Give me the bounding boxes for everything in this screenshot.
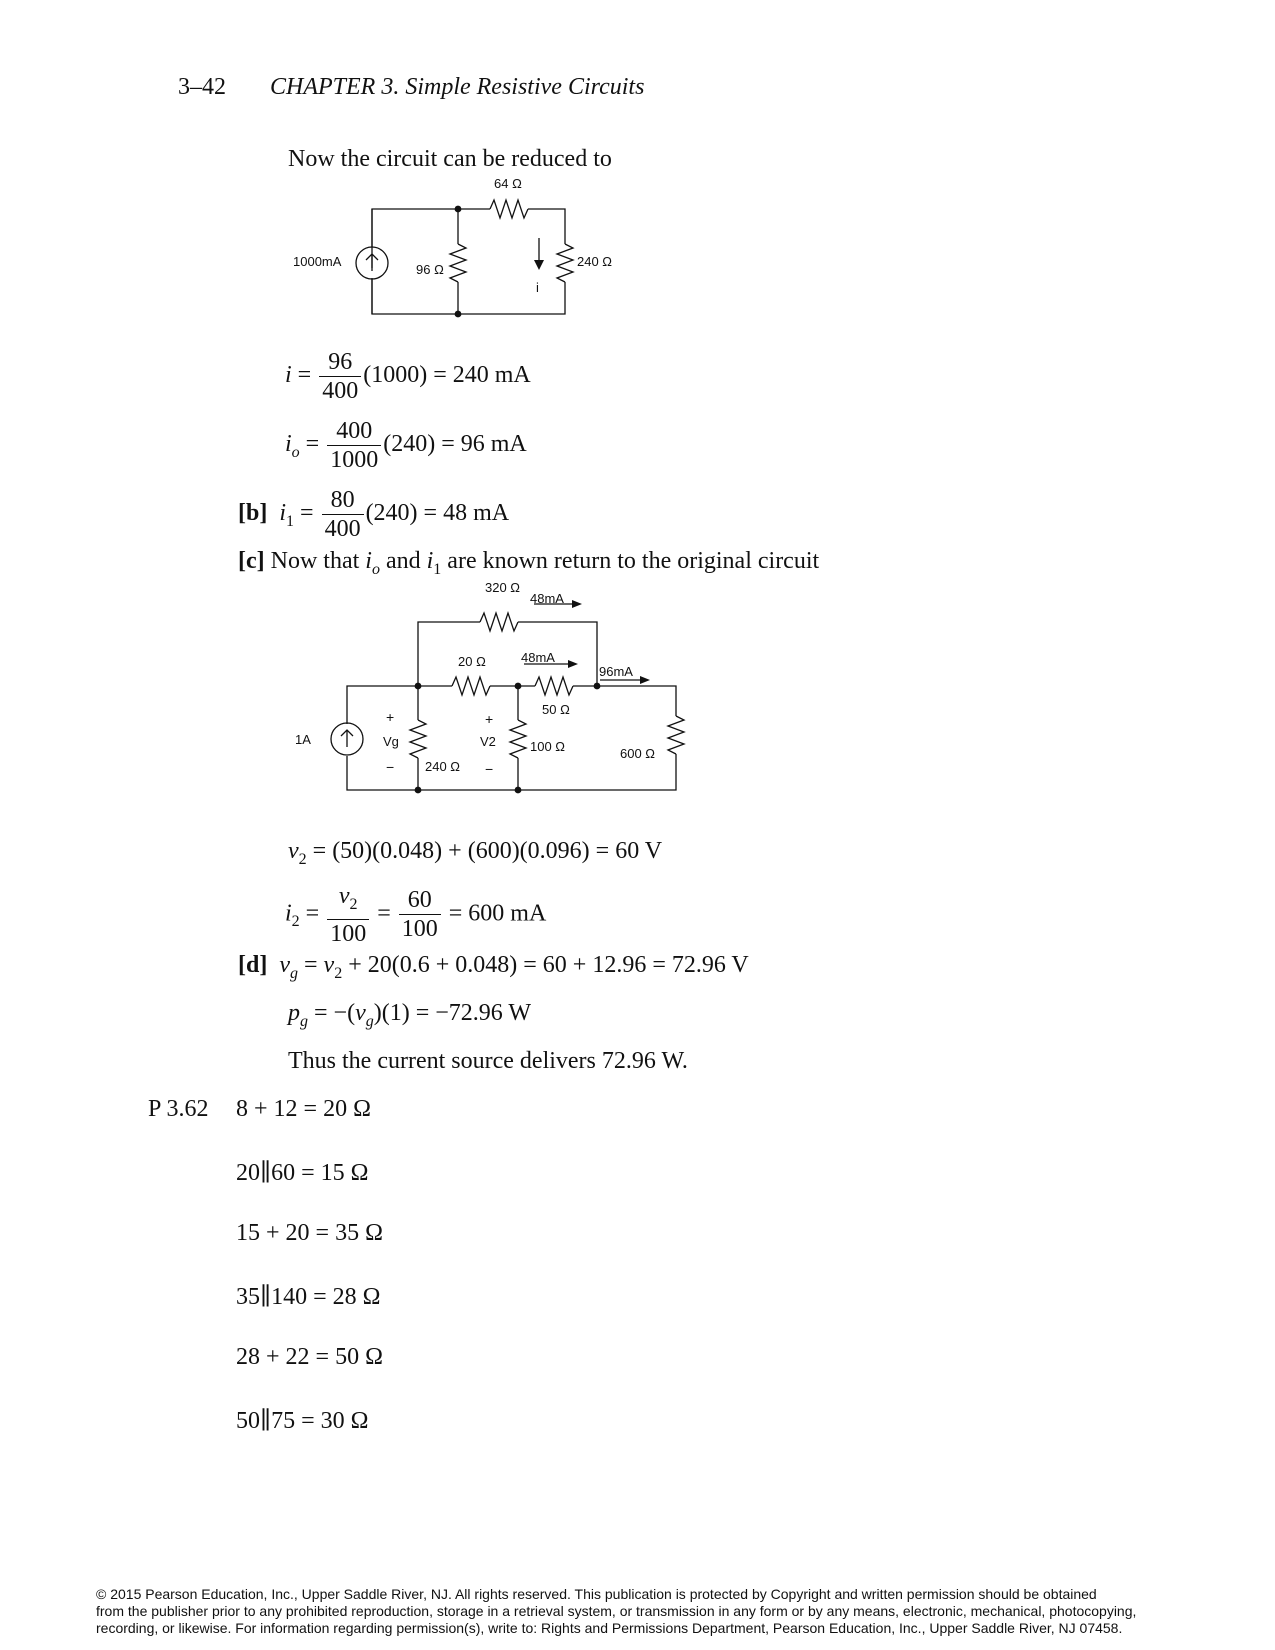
label-source-1A: 1A: [295, 732, 311, 747]
equation-io: $i_o$ = $\frac{400}{1000}$ (240) = 96 mA: [285, 418, 527, 473]
label-r20: 20 Ω: [458, 654, 486, 669]
footer-line-2: from the publisher prior to any prohibited reproduction, storage in a retrieval system, or transmission in any form or by any means, electronic, mechanical, photocopying,: [96, 1603, 1137, 1619]
label-current-48mA-mid: 48mA: [521, 650, 555, 665]
label-r50: 50 Ω: [542, 702, 570, 717]
label-r96: 96 Ω: [416, 262, 444, 277]
label-v2: V2: [480, 734, 496, 749]
page-number: 3–42: [178, 74, 226, 100]
label-v2-plus: +: [485, 711, 494, 727]
label-source-1000mA: 1000mA: [293, 254, 342, 269]
conclusion-text: Thus the current source delivers 72.96 W.: [288, 1048, 688, 1074]
part-b-fraction: $\frac{80}{400}$: [322, 486, 364, 543]
problem-label: P 3.62: [148, 1096, 209, 1122]
label-vg-plus: +: [386, 709, 395, 725]
label-current-48mA-top: 48mA: [530, 591, 564, 606]
copyright-footer: [96, 1586, 1206, 1637]
footer-line-3: recording, or likewise. For information regarding permission(s), write to: Rights and Permissions Department, Pearson Education, Inc., Upper Saddle River, NJ 07458.: [96, 1620, 1123, 1636]
footer-line-1: © 2015 Pearson Education, Inc., Upper Saddle River, NJ. All rights reserved. This publication is protected by Copyright and written permission should be obtained: [96, 1586, 1097, 1602]
part-c-text: [c] Now that $i_o$ and $i_1$ are known return to the original circuit: [238, 548, 820, 578]
eq-io-rhs: (240) = 96 mA: [383, 431, 527, 458]
label-r600: 600 Ω: [620, 746, 656, 761]
label-current-96mA: 96mA: [599, 664, 633, 679]
label-r320: 320 Ω: [485, 580, 521, 595]
eq-i2-fraction-1: $\frac{v_2}{100}$: [327, 882, 369, 948]
eq-i-rhs: (1000) = 240 mA: [363, 362, 531, 389]
problem-step-5: 28 + 22 = 50 Ω: [236, 1344, 383, 1370]
label-r100: 100 Ω: [530, 739, 566, 754]
eq-i2-fraction-2: $\frac{60}{100}$: [399, 886, 441, 943]
eq-i-lhs: i: [285, 362, 292, 389]
equation-i: i = $\frac{96}{400}$ (1000) = 240 mA: [285, 349, 531, 404]
label-vg-minus: −: [386, 759, 395, 775]
part-b-equation: [b] $i_1$ = $\frac{80}{400}$ (240) = 48 mA: [238, 487, 510, 542]
circuit-diagram-reduced: [280, 168, 640, 328]
chapter-title: CHAPTER 3. Simple Resistive Circuits: [270, 74, 645, 100]
equation-pg: $p_g = -(v_g)(1) = -72.96$ W: [288, 1000, 531, 1030]
label-r240: 240 Ω: [425, 759, 461, 774]
problem-step-4: 35∥140 = 28 Ω: [236, 1284, 381, 1310]
problem-step-1: 8 + 12 = 20 Ω: [236, 1096, 371, 1122]
label-v2-minus: −: [485, 761, 494, 777]
label-r240: 240 Ω: [577, 254, 613, 269]
problem-step-2: 20∥60 = 15 Ω: [236, 1160, 369, 1186]
problem-step-3: 15 + 20 = 35 Ω: [236, 1220, 383, 1246]
part-d-equation: [d] $v_g = v_2 + 20(0.6 + 0.048) = 60 + 12.96 = 72.96$ V: [238, 952, 749, 982]
eq-i-fraction: $\frac{96}{400}$: [319, 348, 361, 405]
equation-v2: $v_2 = (50)(0.048) + (600)(0.096) = 60$ V: [288, 838, 663, 868]
label-current-i: i: [536, 280, 539, 295]
label-r64: 64 Ω: [494, 176, 522, 191]
equation-i2: $i_2$ = $\frac{v_2}{100}$ = $\frac{60}{100}$ = 600 mA: [285, 883, 547, 947]
problem-step-6: 50∥75 = 30 Ω: [236, 1408, 369, 1434]
eq-io-fraction: $\frac{400}{1000}$: [327, 417, 381, 474]
intro-text: Now the circuit can be reduced to: [288, 146, 612, 172]
circuit-diagram-original: [280, 576, 700, 806]
label-vg: Vg: [383, 734, 399, 749]
